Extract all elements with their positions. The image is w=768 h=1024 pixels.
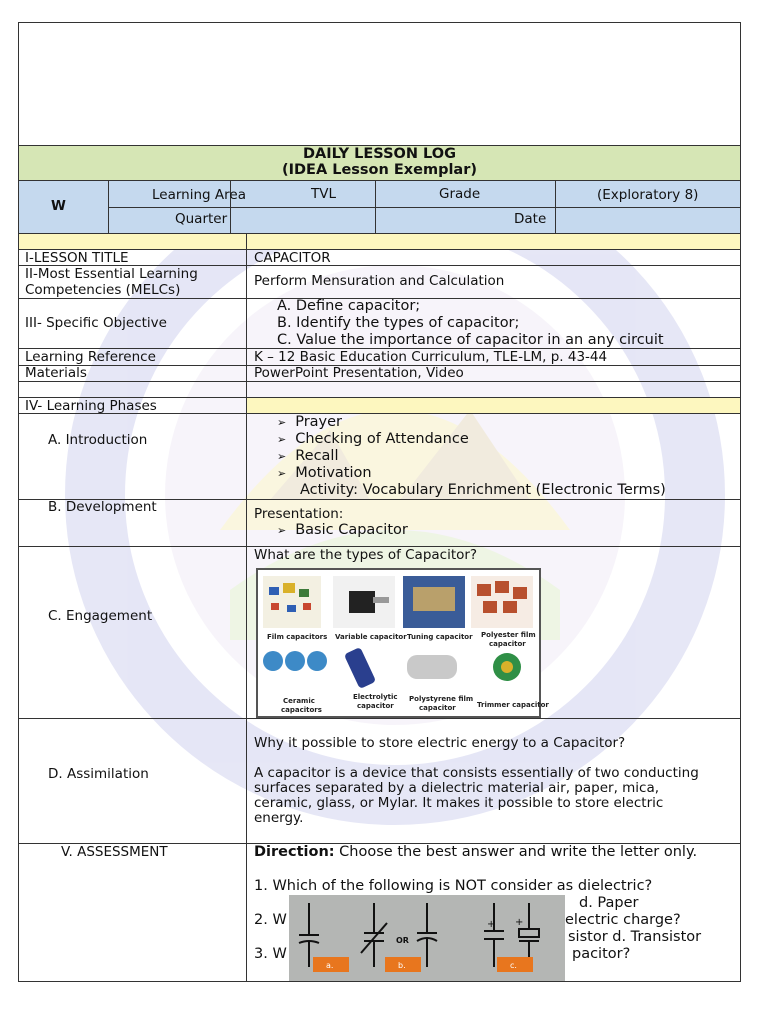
assimilation-answer-1: A capacitor is a device that consists essentially of two conducting: [254, 765, 699, 781]
engagement-question: What are the types of Capacitor?: [254, 547, 478, 563]
spacer-row: [19, 234, 740, 249]
option-b-label: b.: [398, 961, 406, 970]
objective-a: A. Define capacitor;: [277, 298, 421, 314]
option-a-label: a.: [326, 961, 334, 970]
label-polyester-2: capacitor: [489, 640, 526, 648]
question-2-choices: sistor d. Transistor: [568, 929, 702, 945]
objective-c: C. Value the importance of capacitor in an any circuit: [277, 332, 664, 348]
capacitor-types-image: [257, 569, 549, 717]
question-3-end: pacitor?: [572, 946, 631, 962]
phases-label: IV- Learning Phases: [25, 398, 157, 414]
label-electrolytic-2: capacitor: [357, 702, 394, 710]
materials-label: Materials: [25, 365, 87, 381]
lesson-title-value: CAPACITOR: [254, 250, 331, 266]
grade-label: Grade: [439, 186, 481, 202]
assimilation-question: Why it possible to store electric energy to a Capacitor?: [254, 735, 626, 751]
option-c-label: c.: [510, 961, 517, 970]
melc-value: Perform Mensuration and Calculation: [254, 273, 505, 289]
intro-activity: Activity: Vocabulary Enrichment (Electronic Terms): [300, 482, 666, 498]
assimilation-label: D. Assimilation: [48, 766, 149, 782]
question-1: 1. Which of the following is NOT consider as dielectric?: [254, 878, 653, 894]
melc-label-line2: Competencies (MELCs): [25, 282, 181, 298]
materials-value: PowerPoint Presentation, Video: [254, 365, 464, 381]
label-ceramic: Ceramic: [283, 697, 315, 705]
reference-value: K – 12 Basic Education Curriculum, TLE-LM, p. 43-44: [254, 349, 608, 365]
development-label: B. Development: [48, 499, 157, 515]
page-title: DAILY LESSON LOG: [302, 146, 457, 162]
capacitor-symbols-image: [289, 895, 565, 981]
quarter-label: Quarter: [175, 211, 228, 227]
question-1-choice-d: d. Paper: [579, 895, 639, 911]
label-ceramic-2: capacitors: [281, 706, 322, 714]
page-subtitle: (IDEA Lesson Exemplar): [281, 162, 477, 178]
question-2-start: 2. W: [254, 912, 287, 928]
w-label: W: [51, 198, 66, 214]
assimilation-answer-3: ceramic, glass, or Mylar. It makes it possible to store electric: [254, 795, 664, 811]
intro-item-attendance: ➢ Checking of Attendance: [277, 431, 469, 448]
objective-b: B. Identify the types of capacitor;: [277, 315, 520, 331]
melc-label-line1: II-Most Essential Learning: [25, 266, 198, 282]
label-variable: Variable capacitor: [335, 633, 407, 641]
svg-text:+: +: [515, 917, 524, 928]
label-polystyrene-2: capacitor: [419, 704, 456, 712]
lesson-title-label: I-LESSON TITLE: [25, 250, 129, 266]
date-label: Date: [514, 211, 547, 227]
label-tuning: Tuning capacitor: [407, 633, 473, 641]
development-presentation: Presentation:: [254, 506, 344, 522]
label-film: Film capacitors: [267, 633, 328, 641]
question-3-start: 3. W: [254, 946, 287, 962]
engagement-label: C. Engagement: [48, 608, 153, 624]
development-item: ➢ Basic Capacitor: [277, 522, 408, 539]
learning-area-label: Learning Area: [152, 187, 246, 203]
question-2-end: electric charge?: [565, 912, 681, 928]
label-trimmer: Trimmer capacitor: [477, 701, 549, 709]
intro-item-recall: ➢ Recall: [277, 448, 338, 465]
reference-label: Learning Reference: [25, 349, 156, 365]
grade-value: (Exploratory 8): [597, 187, 699, 203]
assessment-direction: Direction: Choose the best answer and write the letter only.: [254, 844, 698, 860]
phases-highlight: [247, 398, 740, 413]
objective-label: III- Specific Objective: [25, 315, 167, 331]
introduction-label: A. Introduction: [48, 432, 148, 448]
assimilation-answer-4: energy.: [254, 810, 304, 826]
learning-area-value: TVL: [311, 186, 337, 202]
svg-text:+: +: [487, 919, 496, 930]
assimilation-answer-2: surfaces separated by a dielectric material air, paper, mica,: [254, 780, 660, 796]
label-electrolytic: Electrolytic: [353, 693, 398, 701]
label-polystyrene: Polystyrene film: [409, 695, 474, 703]
assessment-label: V. ASSESSMENT: [61, 844, 168, 860]
label-polyester: Polyester film: [481, 631, 536, 639]
intro-item-prayer: ➢ Prayer: [277, 414, 342, 431]
intro-item-motivation: ➢ Motivation: [277, 465, 372, 482]
overlay-or-text: OR: [396, 936, 409, 945]
